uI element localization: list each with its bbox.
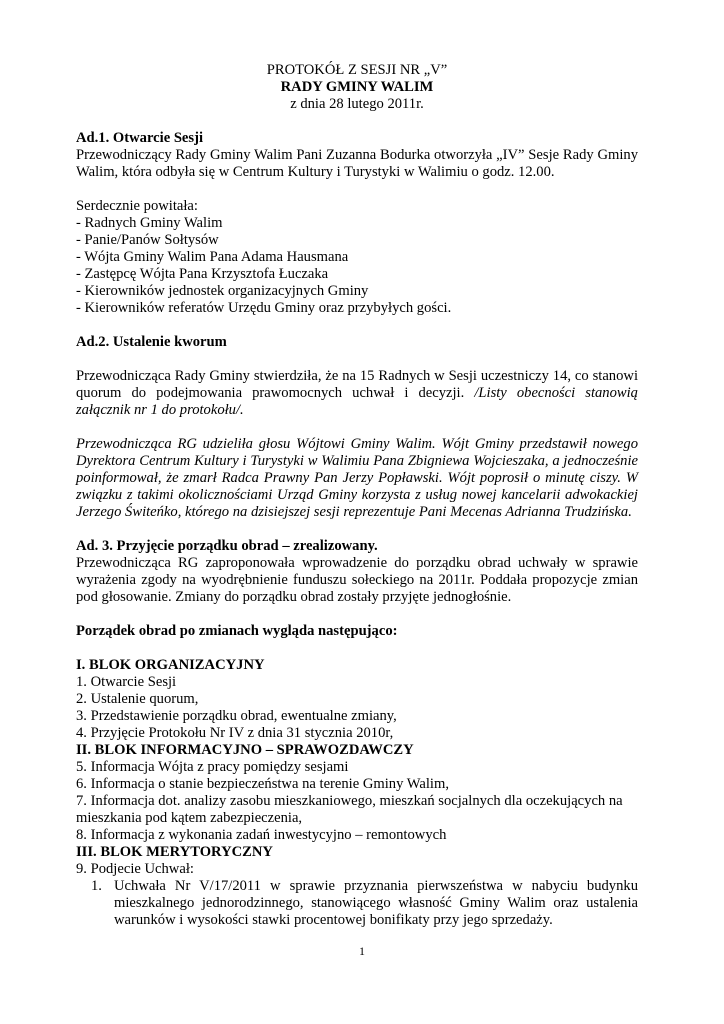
list-item: 8. Informacja z wykonania zadań inwestycyjno – remontowych xyxy=(76,827,447,843)
list-item: 9. Podjecie Uchwał: xyxy=(76,861,194,877)
ad2-italic-paragraph: Przewodnicząca RG udzieliła głosu Wójtowi Gminy Walim. Wójt Gminy przedstawił nowego Dyrektora Centrum Kultury i Turystyki w Walimiu Pana Zbigniewa Wojcieszaka, a jednocześnie poinformował, że zmarł Radca Prawny Pan Jerzy Popławski. Wójt poprosił o minutę ciszy. W związku z takimi okolicznościami Urząd Gminy korzysta z usług nowej kancelarii adwokackiej Jerzego Świteńko, którego na dzisiejszej sesji reprezentuje Pani Mecenas Adrianna Trudzińska. xyxy=(76,436,638,520)
block2-title: II. BLOK INFORMACYJNO – SPRAWOZDAWCZY xyxy=(76,742,414,758)
ad3-text: Przewodnicząca RG zaproponowała wprowadzenie do porządku obrad uchwały w sprawie wyrażenia zgody na wyodrębnienie funduszu sołeckiego na 2011r. Poddała propozycje zmian pod głosowanie. Zmiany do porządku obrad zostały przyjęte jednogłośnie. xyxy=(76,555,638,605)
list-item: - Panie/Panów Sołtysów xyxy=(76,232,219,248)
list-item: 3. Przedstawienie porządku obrad, ewentualne zmiany, xyxy=(76,708,397,724)
ad2-text xyxy=(76,368,638,419)
list-item: 5. Informacja Wójta z pracy pomiędzy sesjami xyxy=(76,759,349,775)
agenda-heading: Porządek obrad po zmianach wygląda następująco: xyxy=(76,623,398,639)
document-page xyxy=(76,62,638,929)
list-item: 1. Otwarcie Sesji xyxy=(76,674,177,690)
document-header xyxy=(76,62,638,113)
resolution-text: Uchwała Nr V/17/2011 w sprawie przyznania pierwszeństwa w nabyciu budynku mieszkalnego jednorodzinnego, stanowiącego własność Gminy Walim oraz ustalenia warunków i wysokości stawki procentowej bonifikaty przy jego sprzedaży. xyxy=(114,878,638,928)
ad1-text: Przewodniczący Rady Gminy Walim Pani Zuzanna Bodurka otworzyła „IV” Sesje Rady Gminy Walim, która odbyła się w Centrum Kultury i Turystyki w Walimiu o godz. 12.00. xyxy=(76,147,638,180)
ad1-heading: Ad.1. Otwarcie Sesji xyxy=(76,130,204,146)
session-date: z dnia 28 lutego 2011r. xyxy=(290,96,424,112)
list-item: - Zastępcę Wójta Pana Krzysztofa Łuczaka xyxy=(76,266,329,282)
ad3-heading: Ad. 3. Przyjęcie porządku obrad – zrealizowany. xyxy=(76,538,378,554)
list-item: - Radnych Gminy Walim xyxy=(76,215,223,231)
list-item: 7. Informacja dot. analizy zasobu mieszkaniowego, mieszkań socjalnych dla oczekujących na mieszkania pod kątem zabezpieczenia, xyxy=(76,793,623,826)
list-item: 4. Przyjęcie Protokołu Nr IV z dnia 31 stycznia 2010r, xyxy=(76,725,394,741)
block3-title: III. BLOK MERYTORYCZNY xyxy=(76,844,273,860)
council-name: RADY GMINY WALIM xyxy=(280,79,434,95)
list-item: 2. Ustalenie quorum, xyxy=(76,691,199,707)
list-item: 6. Informacja o stanie bezpieczeństwa na terenie Gminy Walim, xyxy=(76,776,449,792)
resolution-item xyxy=(76,878,638,929)
resolution-number: 1. xyxy=(91,878,102,894)
list-item: - Kierowników referatów Urzędu Gminy oraz przybyłych gości. xyxy=(76,300,452,316)
page-number: 1 xyxy=(359,944,365,958)
ad2-heading: Ad.2. Ustalenie kworum xyxy=(76,334,227,350)
list-item: - Wójta Gminy Walim Pana Adama Hausmana xyxy=(76,249,349,265)
welcome-intro: Serdecznie powitała: xyxy=(76,198,198,214)
protocol-title: PROTOKÓŁ Z SESJI NR „V” xyxy=(266,62,448,78)
welcome-list xyxy=(76,215,638,317)
ad2-attendance-note: /Listy obecności stanowią załącznik nr 1 do protokołu/. xyxy=(76,385,638,418)
ad2-quorum-text: Przewodnicząca Rady Gminy stwierdziła, że na 15 Radnych w Sesji uczestniczy 14, co stanowi quorum do podejmowania prawomocnych uchwał i decyzji. xyxy=(76,368,638,401)
block1-title: I. BLOK ORGANIZACYJNY xyxy=(76,657,265,673)
list-item: - Kierowników jednostek organizacyjnych Gminy xyxy=(76,283,369,299)
